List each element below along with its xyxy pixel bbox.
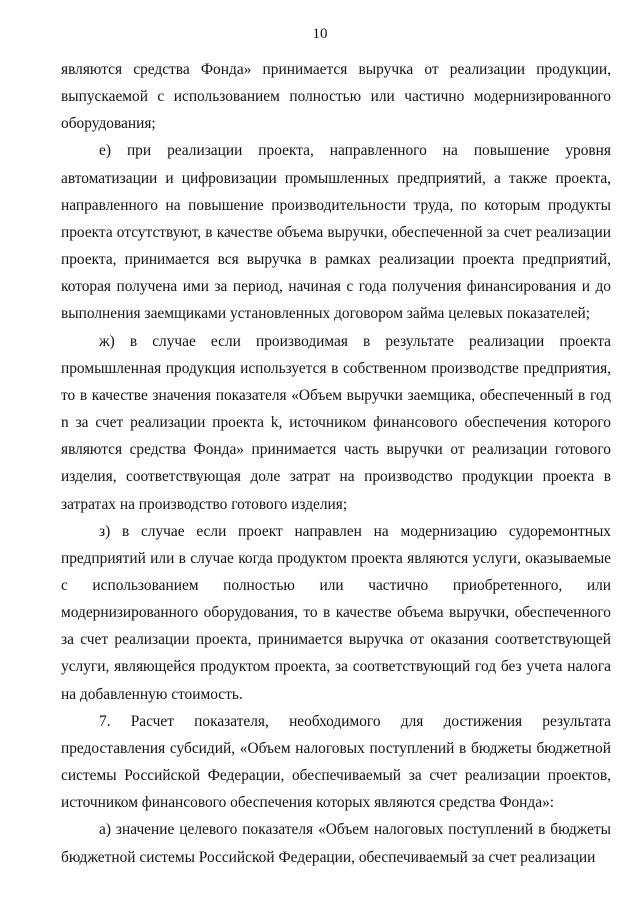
paragraph-item-e: е) при реализации проекта, направленного на повышение уровня автоматизации и цифровизации промышленных предприятий, а также проекта, направленного на повышение производительности труда, по которым продукты проекта отсутствуют, в качестве объема выручки, обеспеченной за счет реализации проекта, принимается вся выручка в рамках реализации проекта предприятий, которая получена ими за период, начиная с года получения финансирования и до выполнения заемщиками установленных договором займа целевых показателей; xyxy=(61,142,611,323)
document-body xyxy=(61,56,611,871)
paragraph-item-zh: ж) в случае если производимая в результате реализации проекта промышленная продукция используется в собственном производстве предприятия, то в качестве значения показателя «Объем выручки заемщика, обеспеченный в год n за счет реализации проекта k, источником финансового обеспечения которого являются средства Фонда» принимается часть выручки от реализации готового изделия, соответствующая доле затрат на производство продукции проекта в затратах на производство готового изделия; xyxy=(61,332,611,513)
paragraph-section-7: 7. Расчет показателя, необходимого для достижения результата предоставления субсидий, «Объем налоговых поступлений в бюджеты бюджетной системы Российской Федерации, обеспечиваемый за счет реализации проектов, источником финансового обеспечения которых являются средства Фонда»: xyxy=(61,712,611,812)
paragraph-continuation: являются средства Фонда» принимается выручка от реализации продукции, выпускаемой с использованием полностью или частично модернизированного оборудования; xyxy=(61,61,611,133)
paragraph-item-z: з) в случае если проект направлен на модернизацию судоремонтных предприятий или в случае когда продуктом проекта являются услуги, оказываемые с использованием полностью или частично приобретенного, или модернизированного оборудования, то в качестве объема выручки, обеспеченного за счет реализации проекта, принимается выручка от оказания соответствующей услуги, являющейся продуктом проекта, за соответствующий год без учета налога на добавленную стоимость. xyxy=(61,522,611,703)
paragraph-item-a: а) значение целевого показателя «Объем налоговых поступлений в бюджеты бюджетной системы Российской Федерации, обеспечиваемый за счет реализации xyxy=(61,821,611,866)
page-number: 10 xyxy=(312,26,328,42)
